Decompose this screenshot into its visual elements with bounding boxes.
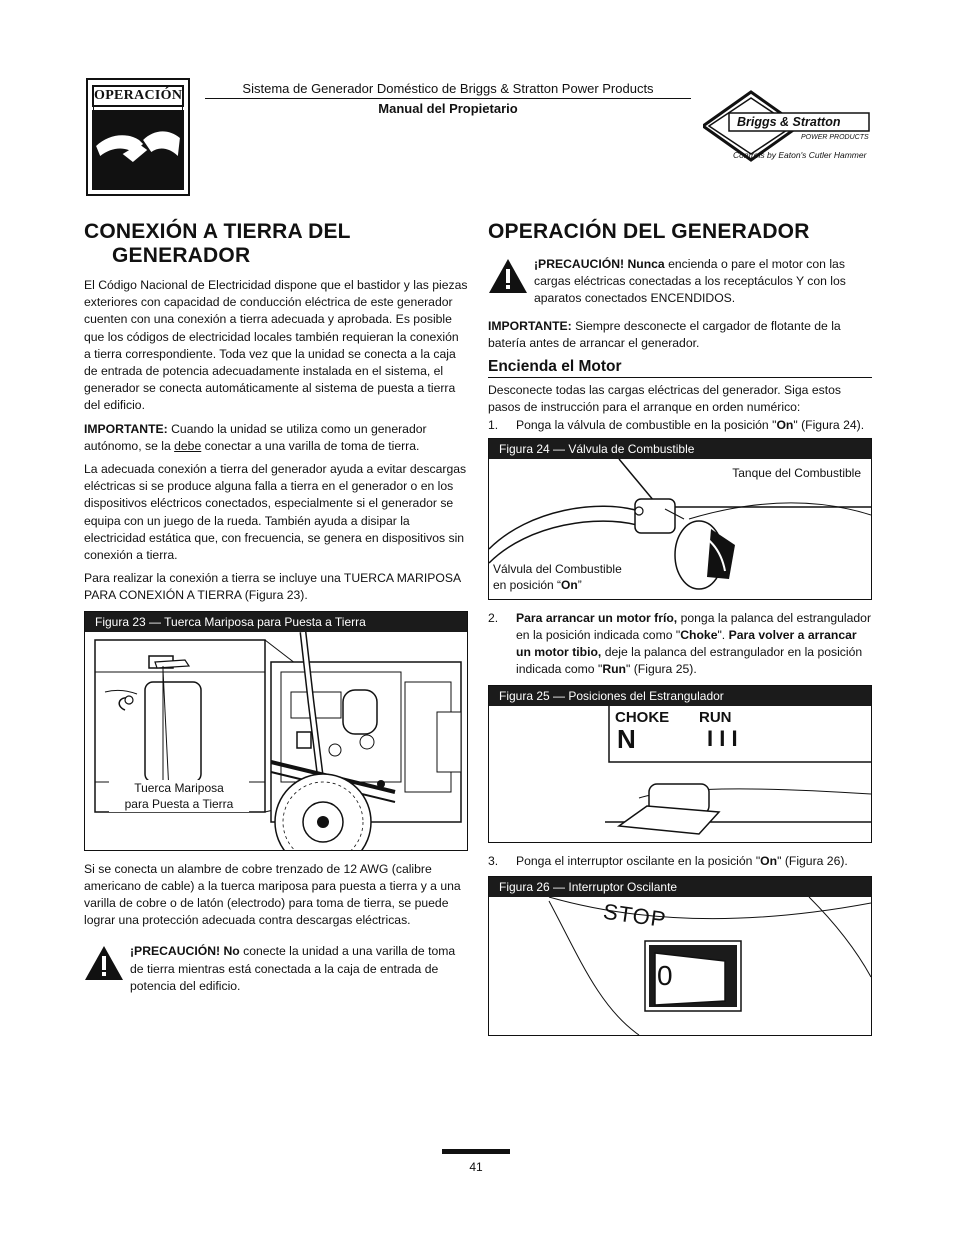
important-text-pre: Cuando la unidad se utiliza como un generador autónomo, se la xyxy=(84,421,427,453)
grounding-paragraph-3: La adecuada conexión a tierra del generador ayuda a evitar descargas eléctricas si se produce alguna falla a tierra en el generador o en los dispositivos eléctricos conectados, especialmente si el generador se equipa con un juego de la rueda. También ayuda a disipar la electricidad estática que, con frecuencia, se genera en dispositivos sin conexión a tierra. xyxy=(84,462,467,563)
step-2-bold-4: Run xyxy=(602,662,627,677)
important-label: IMPORTANTE: xyxy=(488,318,572,333)
step-3 xyxy=(488,853,872,870)
switch-zero-label: 0 xyxy=(657,959,673,991)
important-underlined: debe xyxy=(174,438,202,453)
caution-bold: No xyxy=(223,944,240,959)
figure-23-label-l2: para Puesta a Tierra xyxy=(124,796,234,811)
step-3-number: 3. xyxy=(488,853,499,868)
start-steps-2 xyxy=(488,610,872,679)
fuel-valve-label-l2 xyxy=(493,577,663,593)
grounding-wingnut-illustration xyxy=(85,632,467,850)
stop-label: STOP xyxy=(601,898,669,933)
logo-sub: POWER PRODUCTS xyxy=(801,134,869,141)
figure-24-caption: Figura 24 — Válvula de Combustible xyxy=(489,439,871,459)
caution-text: conecte la unidad a una varilla de toma de tierra mientras está conectada a la caja de entrada de potencia del edificio. xyxy=(130,944,456,993)
start-steps-3 xyxy=(488,853,872,870)
step-3-text-pre: Ponga el interruptor oscilante en la posición " xyxy=(516,853,761,868)
figure-26 xyxy=(488,876,872,1036)
important-text: Siempre desconecte el cargador de flotante de la batería antes de arrancar el generador. xyxy=(488,318,841,350)
valve-pos-pre: en posición “ xyxy=(493,577,562,592)
operacion-badge xyxy=(86,78,190,196)
manual-subtitle: Manual del Propietario xyxy=(378,101,518,116)
warning-triangle-icon xyxy=(488,258,528,294)
grounding-heading-l1: CONEXIÓN A TIERRA DEL xyxy=(84,220,351,243)
caution-label: ¡PRECAUCIÓN! xyxy=(130,944,221,959)
caution-text: encienda o pare el motor con las cargas eléctricas conectadas a los receptáculos Y con los aparatos conectados ENCENDIDOS. xyxy=(534,257,846,306)
step-2-text-2: ". xyxy=(717,628,726,643)
grounding-caution xyxy=(84,943,468,995)
grounding-heading-l2: GENERADOR xyxy=(112,244,251,267)
start-engine-heading: Encienda el Motor xyxy=(488,358,872,378)
header-rule xyxy=(205,98,691,99)
start-engine-intro: Desconecte todas las cargas eléctricas del generador. Siga estos pasos de instrucción para el arranque en orden numérico: xyxy=(488,383,841,415)
valve-pos-bold: On xyxy=(561,577,578,592)
figure-23-image xyxy=(85,632,467,850)
step-2-bold-2: Choke xyxy=(680,628,718,643)
step-1-bold: On xyxy=(776,417,794,432)
choke-positions-illustration xyxy=(489,706,871,842)
grounding-paragraph-5: Si se conecta un alambre de cobre trenzado de 12 AWG (calibre americano de cable) a la tuerca mariposa para puesta a tierra y a una varilla de cobre o de latón (electrodo) para toma de tierra, se puede lograr una protección adecuada contra descargas eléctricas. xyxy=(84,861,461,928)
left-column xyxy=(84,220,468,1005)
figure-25-caption: Figura 25 — Posiciones del Estrangulador xyxy=(489,686,871,706)
step-2-text-3: deje la palanca del estrangulador en la posición indicada como " xyxy=(516,645,863,677)
figure-23-label xyxy=(109,780,249,812)
figure-24-image xyxy=(489,459,871,599)
figure-24 xyxy=(488,438,872,600)
figure-26-caption: Figura 26 — Interruptor Oscilante xyxy=(489,877,871,897)
step-2-bold-3: Para volver a arrancar un motor tibio, xyxy=(516,628,857,660)
caution-label: ¡PRECAUCIÓN! xyxy=(534,257,625,271)
fuel-tank-label: Tanque del Combustible xyxy=(732,465,861,480)
warning-triangle-icon xyxy=(84,945,124,981)
step-1-number: 1. xyxy=(488,417,499,432)
figure-23 xyxy=(84,611,468,851)
right-column xyxy=(488,220,872,1046)
badge-label: OPERACIÓN xyxy=(92,85,184,107)
choke-label: CHOKE xyxy=(615,708,670,726)
svg-text:I I I: I I I xyxy=(707,725,738,751)
important-text-post: conectar a una varilla de toma de tierra. xyxy=(204,438,420,453)
fuel-valve-label xyxy=(493,561,663,593)
valve-pos-post: ” xyxy=(577,577,582,592)
figure-23-caption: Figura 23 — Tuerca Mariposa para Puesta a Tierra xyxy=(85,612,467,632)
svg-text:N: N xyxy=(617,723,636,754)
grounding-paragraph-1: El Código Nacional de Electricidad dispone que el bastidor y las piezas exteriores con capacidad de conducción eléctrica de este generador cuenten con una conexión a tierra adecuada y aprobada. Es posible que los códigos de electricidad locales también requieran la conexión a tierra correspondiente. Toda vez que la unidad se conecta a la caja de entrada de potencia adecuadamente instalada en el sistema, el generador se conecta automáticamente al sistema de puesta a tierra del edificio. xyxy=(84,278,468,413)
figure-26-image xyxy=(489,897,871,1035)
step-2-text-4: " (Figura 25). xyxy=(626,662,697,677)
rocker-switch-illustration xyxy=(489,897,871,1035)
step-3-text-post: " (Figura 26). xyxy=(777,853,848,868)
page-number-bar xyxy=(442,1149,510,1154)
step-1-text-pre: Ponga la válvula de combustible en la posición " xyxy=(516,417,777,432)
page-number: 41 xyxy=(469,1160,483,1174)
operation-heading: OPERACIÓN DEL GENERADOR xyxy=(488,220,810,243)
important-label: IMPORTANTE: xyxy=(84,421,168,436)
figure-25-image xyxy=(489,706,871,842)
step-2 xyxy=(488,610,872,679)
grounding-heading xyxy=(84,220,468,268)
step-1 xyxy=(488,417,872,434)
step-3-bold: On xyxy=(760,853,778,868)
step-2-text-1: ponga la palanca del estrangulador en la posición indicada como " xyxy=(516,610,871,643)
run-label: RUN xyxy=(699,708,732,726)
grounding-paragraph-4: Para realizar la conexión a tierra se incluye una TUERCA MARIPOSA PARA CONEXIÓN A TIERRA (Figura 23). xyxy=(84,571,461,603)
start-steps xyxy=(488,417,872,434)
step-2-number: 2. xyxy=(488,610,499,625)
logo-controls-note: Controls by Eaton's Cutler Hammer xyxy=(733,150,867,160)
figure-23-label-l1: Tuerca Mariposa xyxy=(134,780,224,795)
operation-important xyxy=(488,318,872,352)
figure-25 xyxy=(488,685,872,843)
manual-title: Sistema de Generador Doméstico de Briggs & Stratton Power Products xyxy=(242,81,654,96)
grounding-important xyxy=(84,421,468,455)
operation-caution xyxy=(488,256,872,308)
fuel-valve-label-l1: Válvula del Combustible xyxy=(493,561,622,576)
step-1-text-post: " (Figura 24). xyxy=(793,417,865,432)
caution-bold: Nunca xyxy=(627,257,665,271)
logo-text: Briggs & Stratton xyxy=(737,115,841,129)
step-2-bold-1: Para arrancar un motor frío, xyxy=(516,610,678,625)
operation-hands-icon xyxy=(92,110,184,190)
